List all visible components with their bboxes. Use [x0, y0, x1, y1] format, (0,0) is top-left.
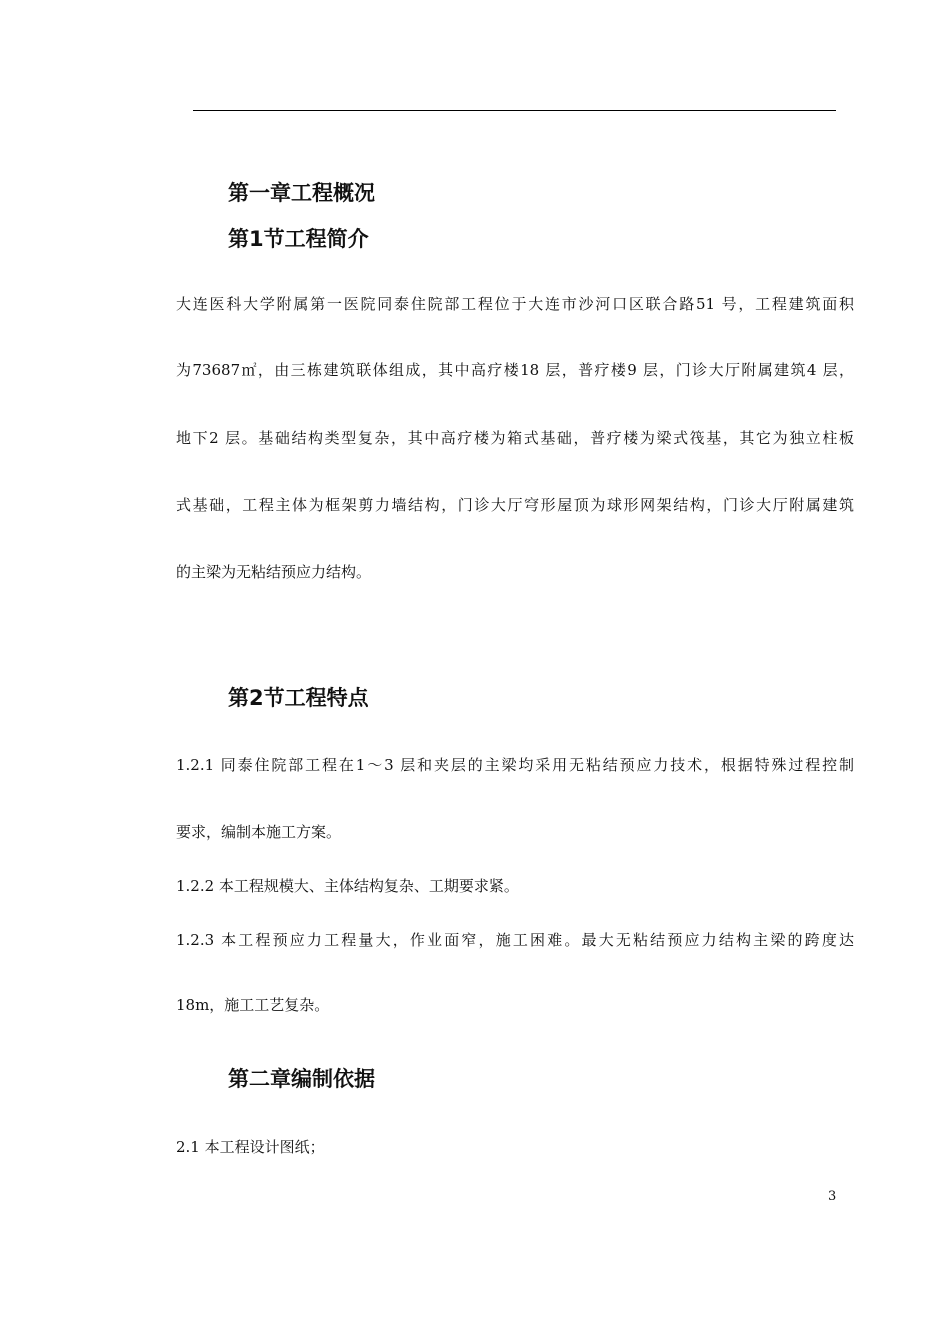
header-rule [193, 110, 836, 111]
list-item: 2.1 本工程设计图纸； [176, 1138, 325, 1156]
paragraph-line: 地下2 层。基础结构类型复杂，其中高疗楼为箱式基础，普疗楼为梁式筏基，其它为独立柱板 [176, 429, 854, 447]
chapter-2-title: 第二章编制依据 [228, 1067, 375, 1091]
list-item: 1.2.2 本工程规模大、主体结构复杂、工期要求紧。 [176, 877, 519, 895]
paragraph-line: 大连医科大学附属第一医院同泰住院部工程位于大连市沙河口区联合路51 号，工程建筑面积 [176, 295, 854, 313]
paragraph-line: 的主梁为无粘结预应力结构。 [176, 563, 372, 581]
list-item: 1.2.3 本工程预应力工程量大，作业面窄，施工困难。最大无粘结预应力结构主梁的跨度达 [176, 931, 854, 949]
list-item: 18m，施工工艺复杂。 [176, 996, 330, 1014]
paragraph-line: 式基础，工程主体为框架剪力墙结构，门诊大厅穹形屋顶为球形网架结构，门诊大厅附属建筑 [176, 496, 854, 514]
paragraph-line: 为73687㎡，由三栋建筑联体组成，其中高疗楼18 层，普疗楼9 层，门诊大厅附属建筑4 层， [176, 361, 854, 379]
page-number: 3 [828, 1189, 837, 1204]
section-2-title: 第2节工程特点 [228, 686, 369, 710]
list-item: 1.2.1 同泰住院部工程在1～3 层和夹层的主梁均采用无粘结预应力技术，根据特殊过程控制 [176, 756, 854, 774]
section-1-title: 第1节工程简介 [228, 227, 369, 251]
list-item: 要求，编制本施工方案。 [176, 823, 342, 841]
chapter-1-title: 第一章工程概况 [228, 181, 375, 205]
